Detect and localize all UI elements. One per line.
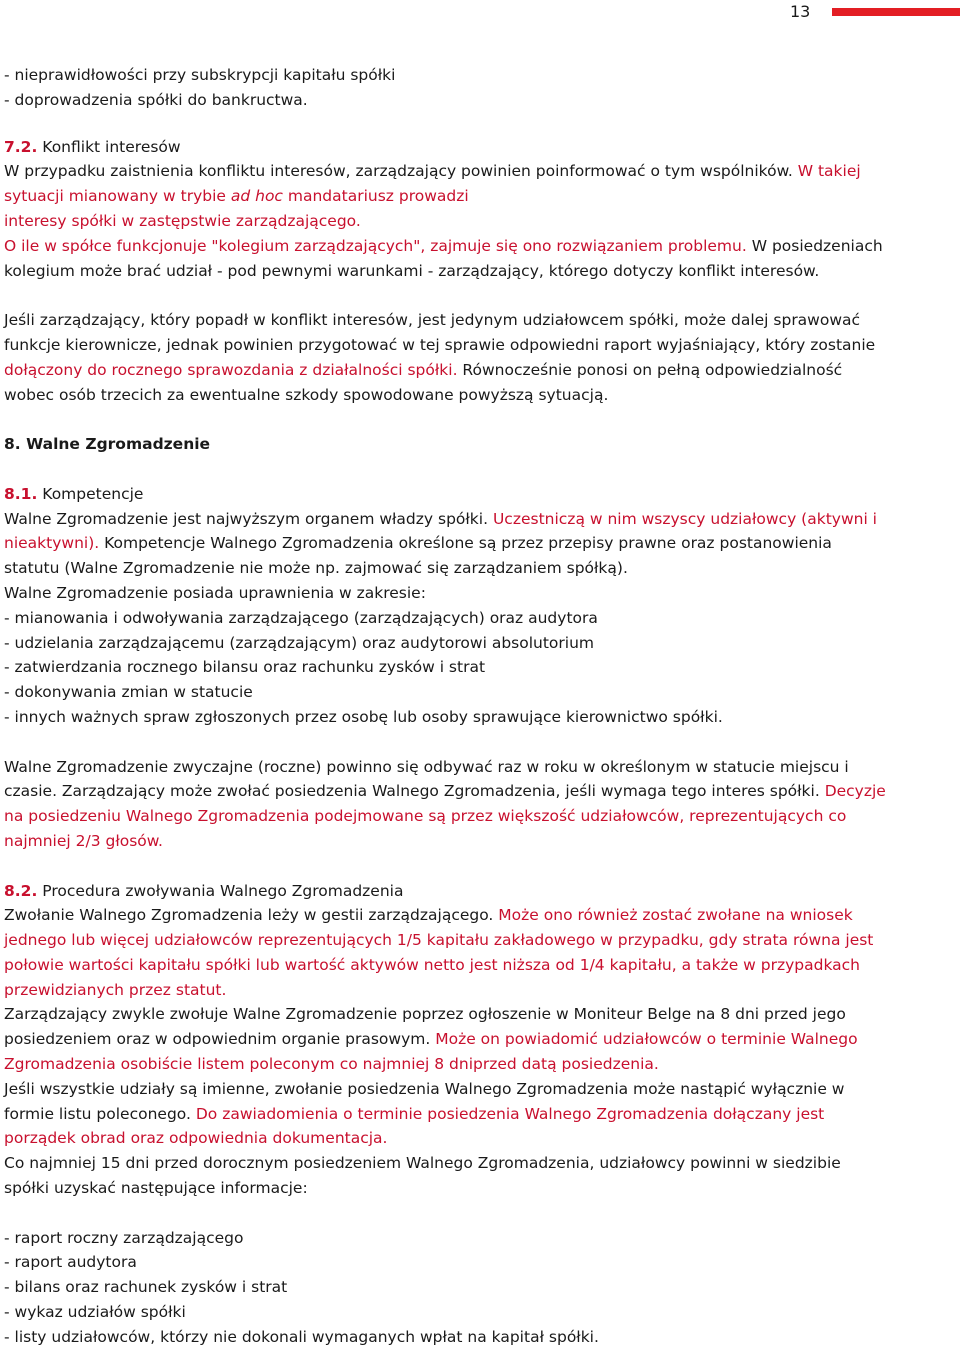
section-8-2-heading <box>4 879 956 904</box>
paragraph-line: jednego lub więcej udziałowców reprezentujących 1/5 kapitału zakładowego w przypadku, gdy strata równa jest <box>4 931 874 950</box>
paragraph-line: formie listu poleconego. Do zawiadomienia o terminie posiedzenia Walnego Zgromadzenia dołączany jest <box>4 1104 825 1123</box>
paragraph-line: Walne Zgromadzenie posiada uprawnienia w zakresie: <box>4 583 426 602</box>
paragraph-line: sytuacji mianowany w trybie ad hoc mandatariusz prowadzi <box>4 187 469 206</box>
paragraph-line: Co najmniej 15 dni przed dorocznym posiedzeniem Walnego Zgromadzenia, udziałowcy powinni w siedzibie <box>4 1154 841 1173</box>
list-item: - raport audytora <box>4 1253 137 1272</box>
paragraph-line: Walne Zgromadzenie zwyczajne (roczne) powinno się odbywać raz w roku w określonym w statucie miejscu i <box>4 757 849 776</box>
document-body <box>4 63 956 1350</box>
page-number: 13 <box>790 2 811 21</box>
paragraph-line: funkcje kierownicze, jednak powinien przygotować w tej sprawie odpowiedni raport wyjaśniający, który zostanie <box>4 335 876 354</box>
paragraph-line: Zwołanie Walnego Zgromadzenia leży w gestii zarządzającego. Może ono również zostać zwołane na wniosek <box>4 906 853 925</box>
paragraph-line: statutu (Walne Zgromadzenie nie może np. zajmować się zarządzaniem spółką). <box>4 559 628 578</box>
list-item: - raport roczny zarządzającego <box>4 1228 244 1247</box>
paragraph-line: przewidzianych przez statut. <box>4 980 227 999</box>
paragraph-line: połowie wartości kapitału spółki lub wartość aktywów netto jest niższa od 1/4 kapitału, a także w przypadkach <box>4 955 861 974</box>
paragraph-line: dołączony do rocznego sprawozdania z działalności spółki. Równocześnie ponosi on pełną odpowiedzialność <box>4 360 843 379</box>
paragraph-line: kolegium może brać udział - pod pewnymi warunkami - zarządzający, którego dotyczy konflikt interesów. <box>4 261 820 280</box>
list-item: - dokonywania zmian w statucie <box>4 683 253 702</box>
paragraph-line: Walne Zgromadzenie jest najwyższym organem władzy spółki. Uczestniczą w nim wszyscy udziałowcy (aktywni i <box>4 509 877 528</box>
paragraph-line: wobec osób trzecich za ewentualne szkody spowodowane powyższą sytuacją. <box>4 385 609 404</box>
paragraph-line: porządek obrad oraz odpowiednia dokumentacja. <box>4 1129 388 1148</box>
section-7-2-heading <box>4 135 956 160</box>
list-item: - nieprawidłowości przy subskrypcji kapitału spółki <box>4 66 396 84</box>
list-item: - wykaz udziałów spółki <box>4 1303 186 1322</box>
paragraph-line: nieaktywni). Kompetencje Walnego Zgromadzenia określone są przez przepisy prawne oraz postanowienia <box>4 534 832 553</box>
paragraph-line: spółki uzyskać następujące informacje: <box>4 1179 308 1198</box>
paragraph-line: Zgromadzenia osobiście listem poleconym co najmniej 8 dniprzed datą posiedzenia. <box>4 1055 659 1074</box>
paragraph-line: Jeśli wszystkie udziały są imienne, zwołanie posiedzenia Walnego Zgromadzenia może nastąpić wyłącznie w <box>4 1079 845 1098</box>
section-title: Kompetencje <box>42 484 144 503</box>
paragraph-line: czasie. Zarządzający może zwołać posiedzenia Walnego Zgromadzenia, jeśli wymaga tego interes spółki. Decyzje <box>4 782 886 801</box>
paragraph-line: najmniej 2/3 głosów. <box>4 831 163 850</box>
section-number: 8.1. <box>4 484 38 503</box>
paragraph-line: interesy spółki w zastępstwie zarządzającego. <box>4 211 361 230</box>
list-item: - mianowania i odwoływania zarządzającego (zarządzających) oraz audytora <box>4 608 598 627</box>
section-number: 8.2. <box>4 881 38 900</box>
paragraph-line: O ile w spółce funkcjonuje "kolegium zarządzających", zajmuje się ono rozwiązaniem problemu. W posiedzeniach <box>4 236 883 255</box>
list-item: - zatwierdzania rocznego bilansu oraz rachunku zysków i strat <box>4 658 486 677</box>
paragraph-line: Zarządzający zwykle zwołuje Walne Zgromadzenie poprzez ogłoszenie w Moniteur Belge na 8 dni przed jego <box>4 1005 846 1024</box>
section-8-heading: 8. Walne Zgromadzenie <box>4 435 211 454</box>
section-8-1-heading <box>4 482 956 507</box>
paragraph-line: W przypadku zaistnienia konfliktu interesów, zarządzający powinien poinformować o tym wspólników. W takiej <box>4 162 861 181</box>
section-title: Procedura zwoływania Walnego Zgromadzenia <box>42 881 404 900</box>
list-item: - bilans oraz rachunek zysków i strat <box>4 1278 288 1297</box>
header-accent-bar <box>832 8 960 16</box>
list-item: - udzielania zarządzającemu (zarządzającym) oraz audytorowi absolutorium <box>4 633 595 652</box>
paragraph-line: Jeśli zarządzający, który popadł w konflikt interesów, jest jedynym udziałowcem spółki, może dalej sprawować <box>4 311 861 330</box>
section-number: 7.2. <box>4 137 38 156</box>
paragraph-line: na posiedzeniu Walnego Zgromadzenia podejmowane są przez większość udziałowców, reprezentujących co <box>4 807 847 826</box>
section-title: Konflikt interesów <box>42 137 181 156</box>
list-item: - doprowadzenia spółki do bankructwa. <box>4 90 308 109</box>
list-item: - listy udziałowców, którzy nie dokonali wymaganych wpłat na kapitał spółki. <box>4 1327 599 1346</box>
list-item: - innych ważnych spraw zgłoszonych przez osobę lub osoby sprawujące kierownictwo spółki. <box>4 707 723 726</box>
paragraph-line: posiedzeniem oraz w odpowiednim organie prasowym. Może on powiadomić udziałowców o terminie Walnego <box>4 1030 858 1049</box>
